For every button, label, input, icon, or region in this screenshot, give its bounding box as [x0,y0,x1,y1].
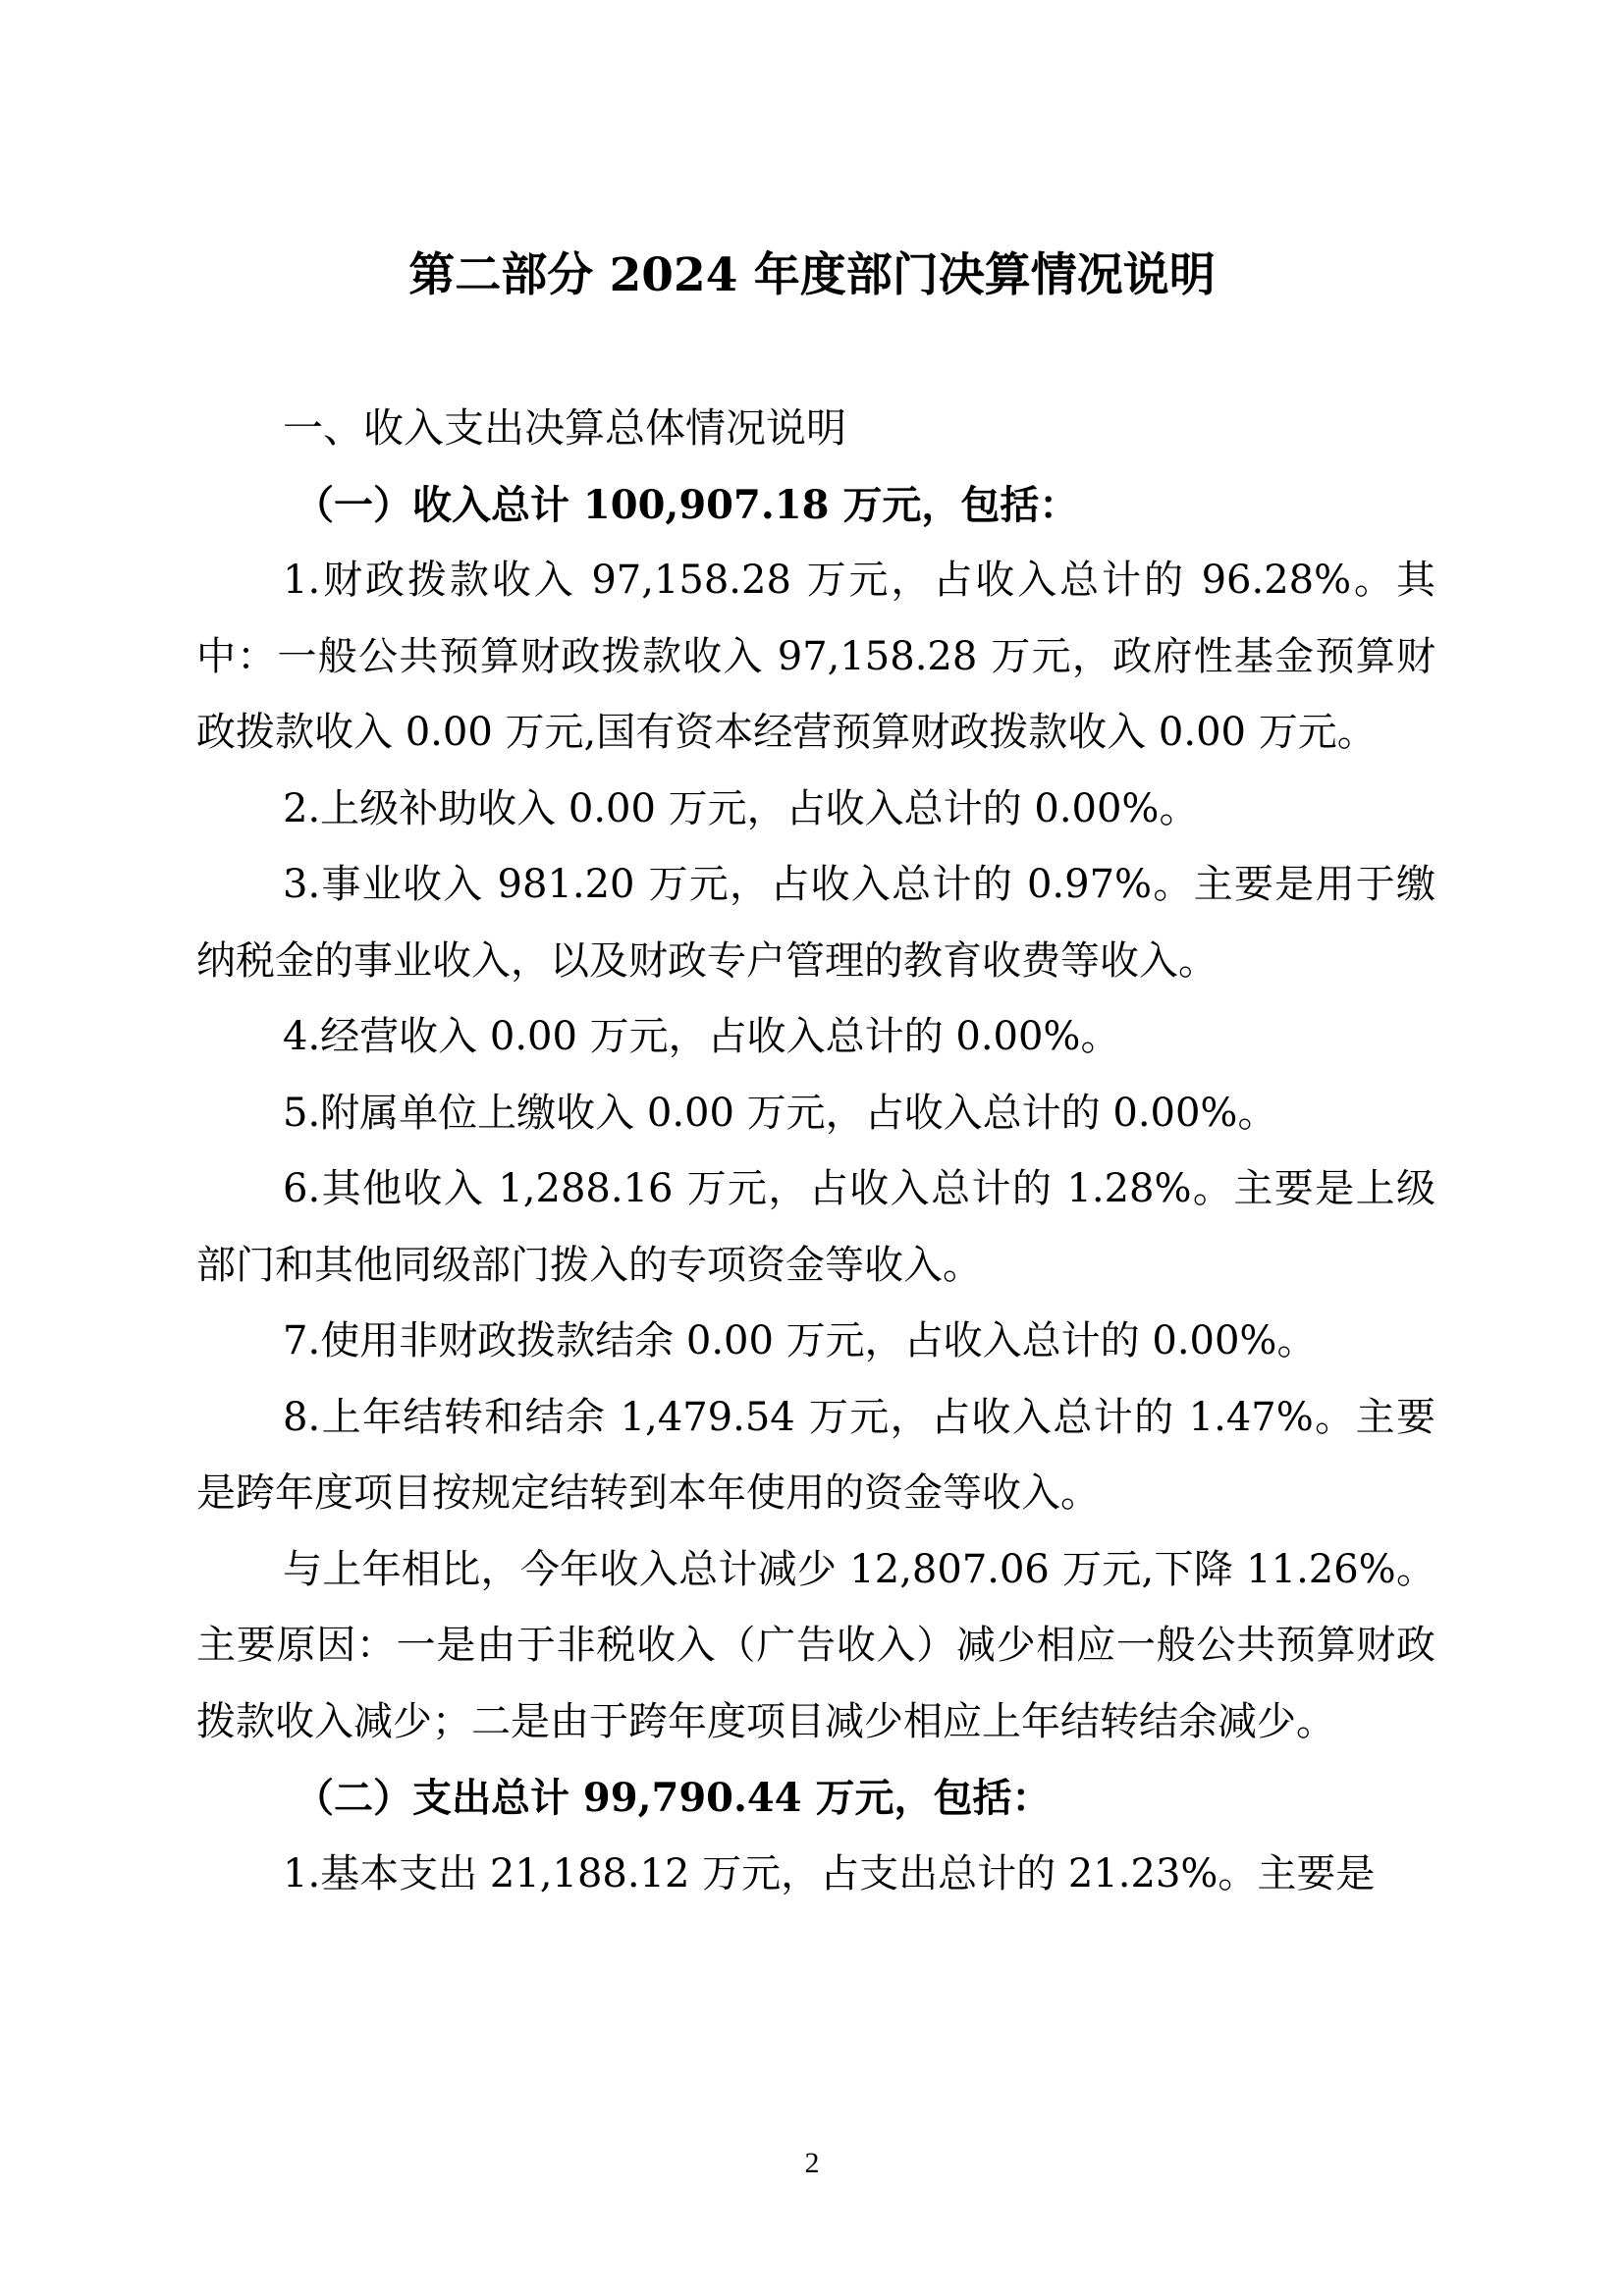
document-body [196,391,1435,1912]
income-item-other-income: 6.其他收入 1,288.16 万元，占收入总计的 1.28%。主要是上级部门和其他同级部门拨入的专项资金等收入。 [196,1166,1435,1288]
income-item-fiscal-appropriation: 1.财政拨款收入 97,158.28 万元，占收入总计的 96.28%。其中：一般公共预算财政拨款收入 97,158.28 万元，政府性基金预算财政拨款收入 0.00 万元,国有资本经营预算财政拨款收入 0.00 万元。 [196,558,1435,755]
income-item-operating-income: 4.经营收入 0.00 万元，占收入总计的 0.00%。 [283,1014,1120,1059]
income-item-business-income: 3.事业收入 981.20 万元，占收入总计的 0.97%。主要是用于缴纳税金的事业收入，以及财政专户管理的教育收费等收入。 [196,862,1435,984]
income-item-prior-year-carryover: 8.上年结转和结余 1,479.54 万元，占收入总计的 1.47%。主要是跨年度项目按规定结转到本年使用的资金等收入。 [196,1394,1435,1516]
expense-heading: （二）支出总计 99,790.44 万元，包括： [295,1775,1052,1821]
page-number: 2 [804,2147,820,2179]
income-comparison: 与上年相比，今年收入总计减少 12,807.06 万元,下降 11.26%。主要原因：一是由于非税收入（广告收入）减少相应一般公共预算财政拨款收入减少；二是由于跨年度项目减少相应上年结转结余减少。 [196,1546,1435,1744]
page-title: 第二部分 2024 年度部门决算情况说明 [408,248,1216,302]
income-item-non-fiscal-balance: 7.使用非财政拨款结余 0.00 万元，占收入总计的 0.00%。 [283,1318,1317,1363]
expense-item-basic: 1.基本支出 21,188.12 万元，占支出总计的 21.23%。主要是 [283,1850,1376,1896]
section-heading: 一、收入支出决算总体情况说明 [283,404,846,452]
income-item-superior-subsidy: 2.上级补助收入 0.00 万元，占收入总计的 0.00%。 [283,785,1199,831]
income-item-affiliated-units: 5.附属单位上缴收入 0.00 万元，占收入总计的 0.00%。 [283,1090,1277,1136]
income-heading: （一）收入总计 100,907.18 万元，包括： [295,481,1079,528]
